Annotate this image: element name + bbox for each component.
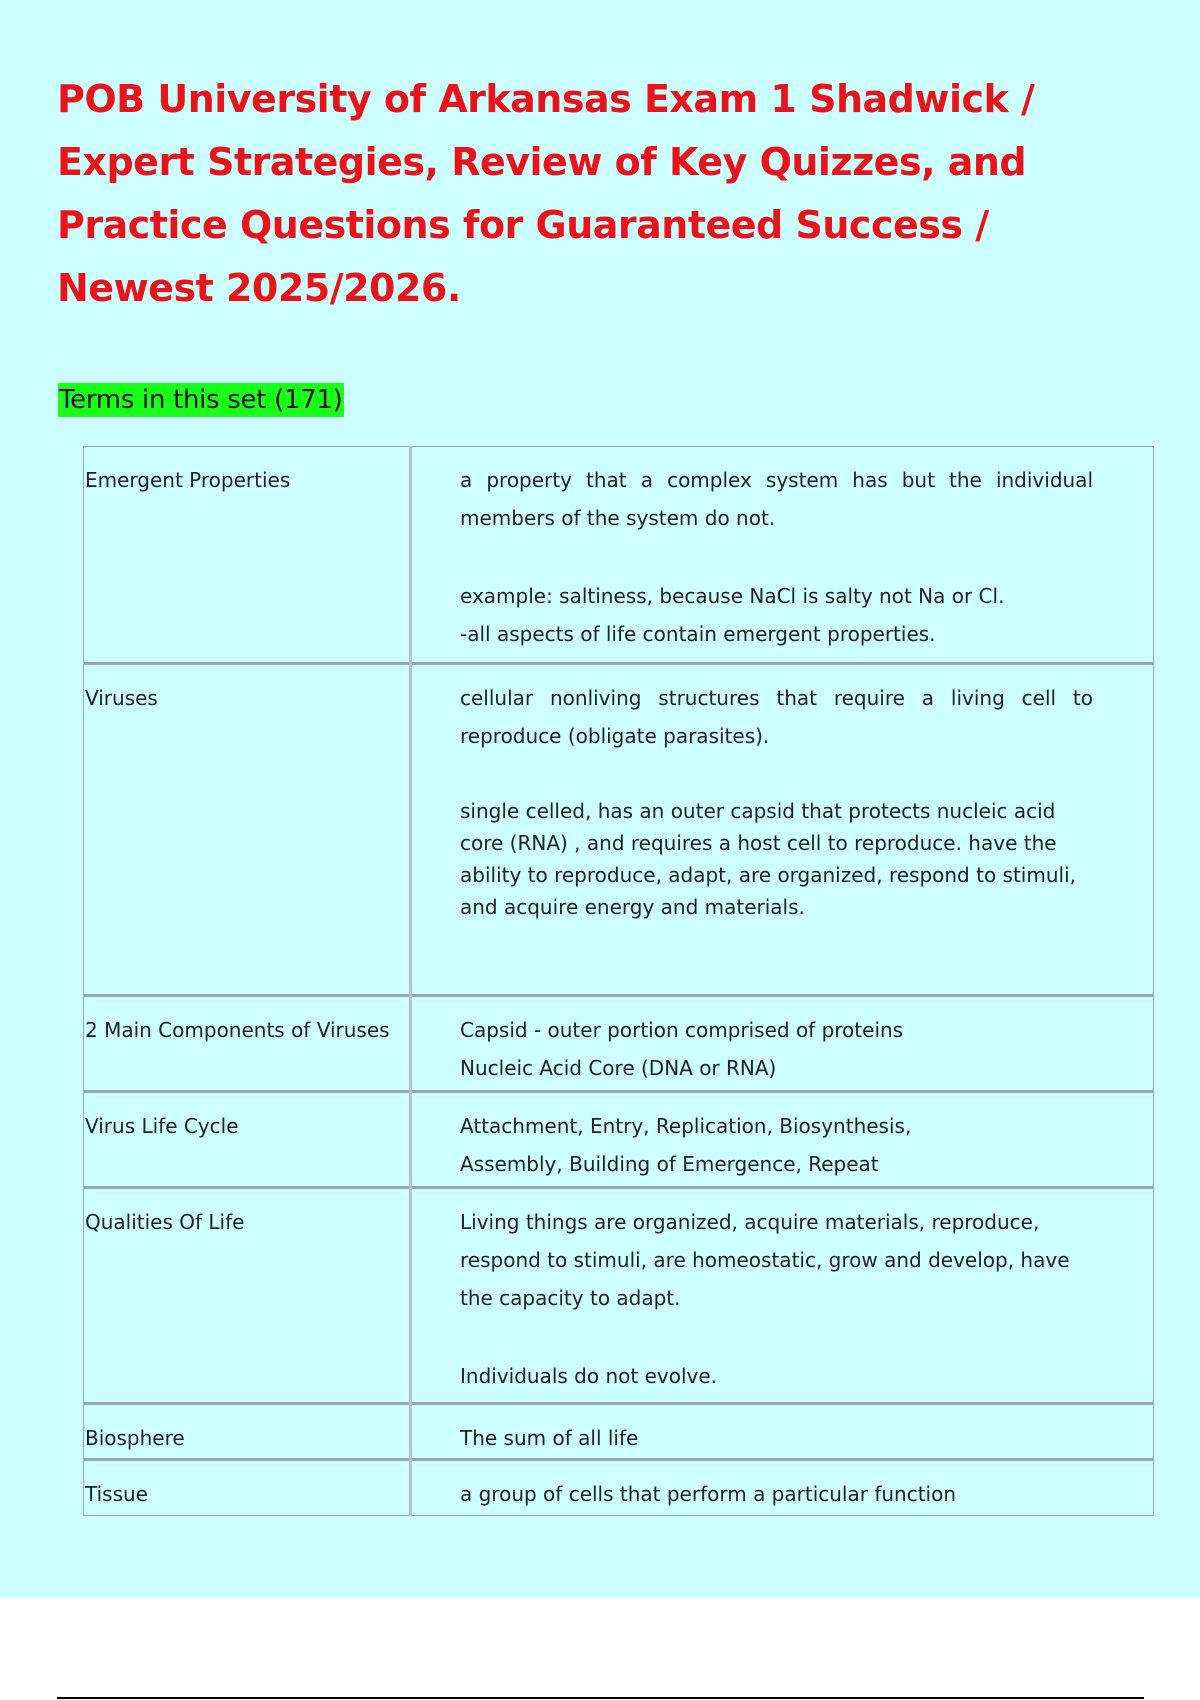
definition-cell — [411, 447, 1154, 664]
definition-cell — [411, 1188, 1154, 1404]
term-cell: Emergent Properties — [84, 447, 411, 664]
definition-cell — [411, 1092, 1154, 1188]
table-row — [84, 1092, 1154, 1188]
term-cell: Biosphere — [84, 1404, 411, 1460]
table-row — [84, 1404, 1154, 1460]
definition-text: Nucleic Acid Core (DNA or RNA) — [460, 1056, 777, 1080]
definition-cell — [411, 996, 1154, 1092]
terms-count-label: Terms in this set (171) — [59, 385, 343, 415]
definition-text: The sum of all life — [460, 1426, 639, 1450]
footer-rule — [57, 1697, 1144, 1699]
table-row — [84, 996, 1154, 1092]
definition-text: Living things are organized, acquire materials, reproduce, respond to stimuli, are homeostatic, grow and develop, have the capacity to adapt. — [460, 1210, 1070, 1310]
table-row — [84, 1460, 1154, 1516]
definition-text: Individuals do not evolve. — [460, 1364, 718, 1388]
document-title: POB University of Arkansas Exam 1 Shadwick / Expert Strategies, Review of Key Quizzes, and Practice Questions for Guaranteed Success / Newest 2025/2026. — [57, 77, 1035, 310]
definition-text: -all aspects of life contain emergent properties. — [460, 622, 936, 646]
table-row — [84, 1188, 1154, 1404]
definition-cell — [411, 1404, 1154, 1460]
definition-text: single celled, has an outer capsid that protects nucleic acid core (RNA) , and requires a host cell to reproduce. have the ability to reproduce, adapt, are organized, respond to stimuli, and acquire energy and materials. — [460, 799, 1076, 919]
definition-text: a group of cells that perform a particular function — [460, 1482, 957, 1506]
definition-text: Attachment, Entry, Replication, Biosynthesis, Assembly, Building of Emergence, Repeat — [460, 1114, 912, 1176]
table-row — [84, 447, 1154, 664]
definition-text: Capsid - outer portion comprised of proteins — [460, 1018, 904, 1042]
definition-text: a property that a complex system has but the individual members of the system do not. — [460, 468, 1093, 530]
definition-text: cellular nonliving structures that require a living cell to reproduce (obligate parasites). — [460, 686, 1093, 748]
table-row — [84, 664, 1154, 996]
term-cell: Virus Life Cycle — [84, 1092, 411, 1188]
term-cell: Viruses — [84, 664, 411, 996]
definition-text: example: saltiness, because NaCl is salty not Na or Cl. — [460, 584, 1005, 608]
term-cell: 2 Main Components of Viruses — [84, 996, 411, 1092]
definition-cell — [411, 664, 1154, 996]
definition-cell — [411, 1460, 1154, 1516]
term-cell: Tissue — [84, 1460, 411, 1516]
terms-table — [83, 446, 1154, 1516]
term-cell: Qualities Of Life — [84, 1188, 411, 1404]
